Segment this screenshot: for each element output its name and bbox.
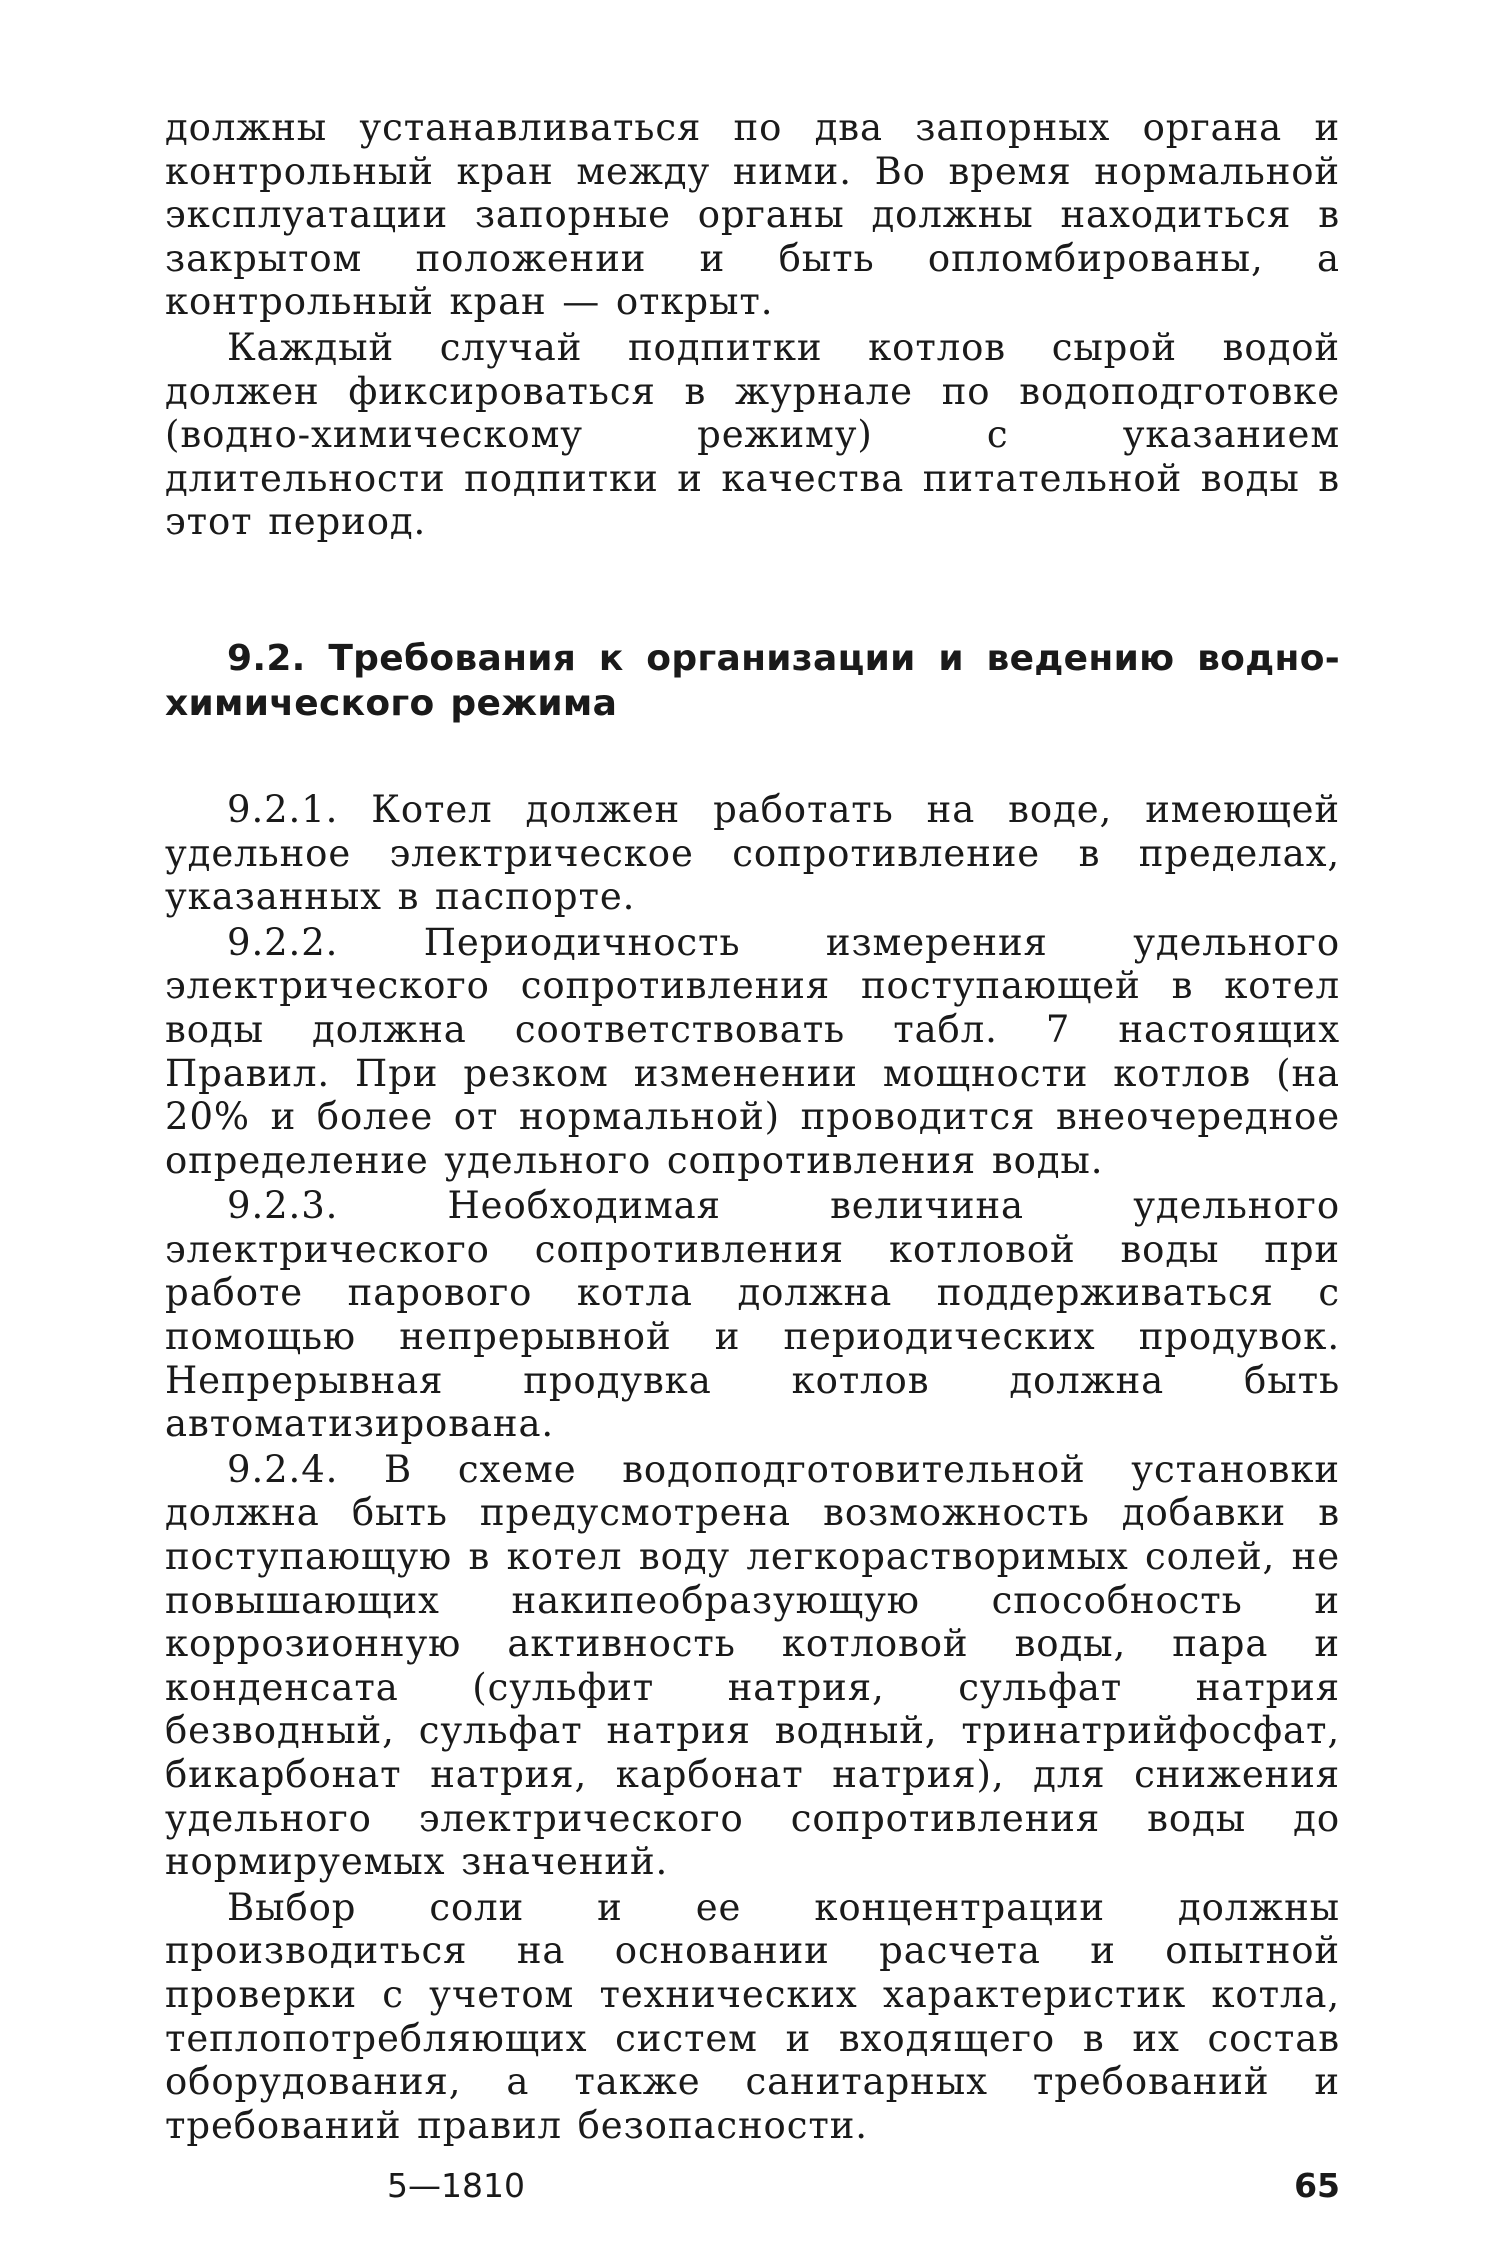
- paragraph-make-up-water: Каждый случай подпитки котлов сырой водой должен фиксироваться в журнале по водоподготовке (водно-химическому режиму) с указанием длительности подпитки и качества питательной воды в этот период.: [165, 325, 1340, 544]
- clause-9-2-2: 9.2.2. Периодичность измерения удельного электрического сопротивления поступающей в котел воды должна соответствовать табл. 7 настоящих Правил. При резком изменении мощности котлов (на 20% и более от нормальной) проводится внеочередное определение удельного сопротивления воды.: [165, 920, 1340, 1182]
- paragraph-salt-selection: Выбор соли и ее концентрации должны производиться на основании расчета и опытной проверки с учетом технических характеристик котла, теплопотребляющих систем и входящего в их состав оборудования, а также санитарных требований и требований правил безопасности.: [165, 1885, 1340, 2147]
- clause-9-2-4: 9.2.4. В схеме водоподготовительной установки должна быть предусмотрена возможность добавки в поступающую в котел воду легкорастворимых солей, не повышающих накипеобразующую способность и коррозионную активность котловой воды, пара и конденсата (сульфит натрия, сульфат натрия безводный, сульфат натрия водный, тринатрийфосфат, бикарбонат натрия, карбонат натрия), для снижения удельного электрического сопротивления воды до нормируемых значений.: [165, 1447, 1340, 1884]
- printer-signature: 5—1810: [387, 2166, 525, 2205]
- clause-9-2-3: 9.2.3. Необходимая величина удельного электрического сопротивления котловой воды при работе парового котла должна поддерживаться с помощью непрерывной и периодических продувок. Непрерывная продувка котлов должна быть автоматизирована.: [165, 1184, 1340, 1446]
- page-footer: [165, 2166, 1340, 2216]
- paragraph-continuation: должны устанавливаться по два запорных органа и контрольный кран между ними. Во время нормальной эксплуатации запорные органы должны находиться в закрытом положении и быть опломбированы, а контрольный кран — открыт.: [165, 106, 1340, 324]
- clause-9-2-1: 9.2.1. Котел должен работать на воде, имеющей удельное электрическое сопротивление в пределах, указанных в паспорте.: [165, 787, 1340, 919]
- body-text: [165, 106, 1340, 2147]
- page-number: 65: [1294, 2166, 1340, 2205]
- section-heading: 9.2. Требования к организации и ведению водно-химического режима: [165, 637, 1340, 724]
- page-content: [165, 106, 1340, 2216]
